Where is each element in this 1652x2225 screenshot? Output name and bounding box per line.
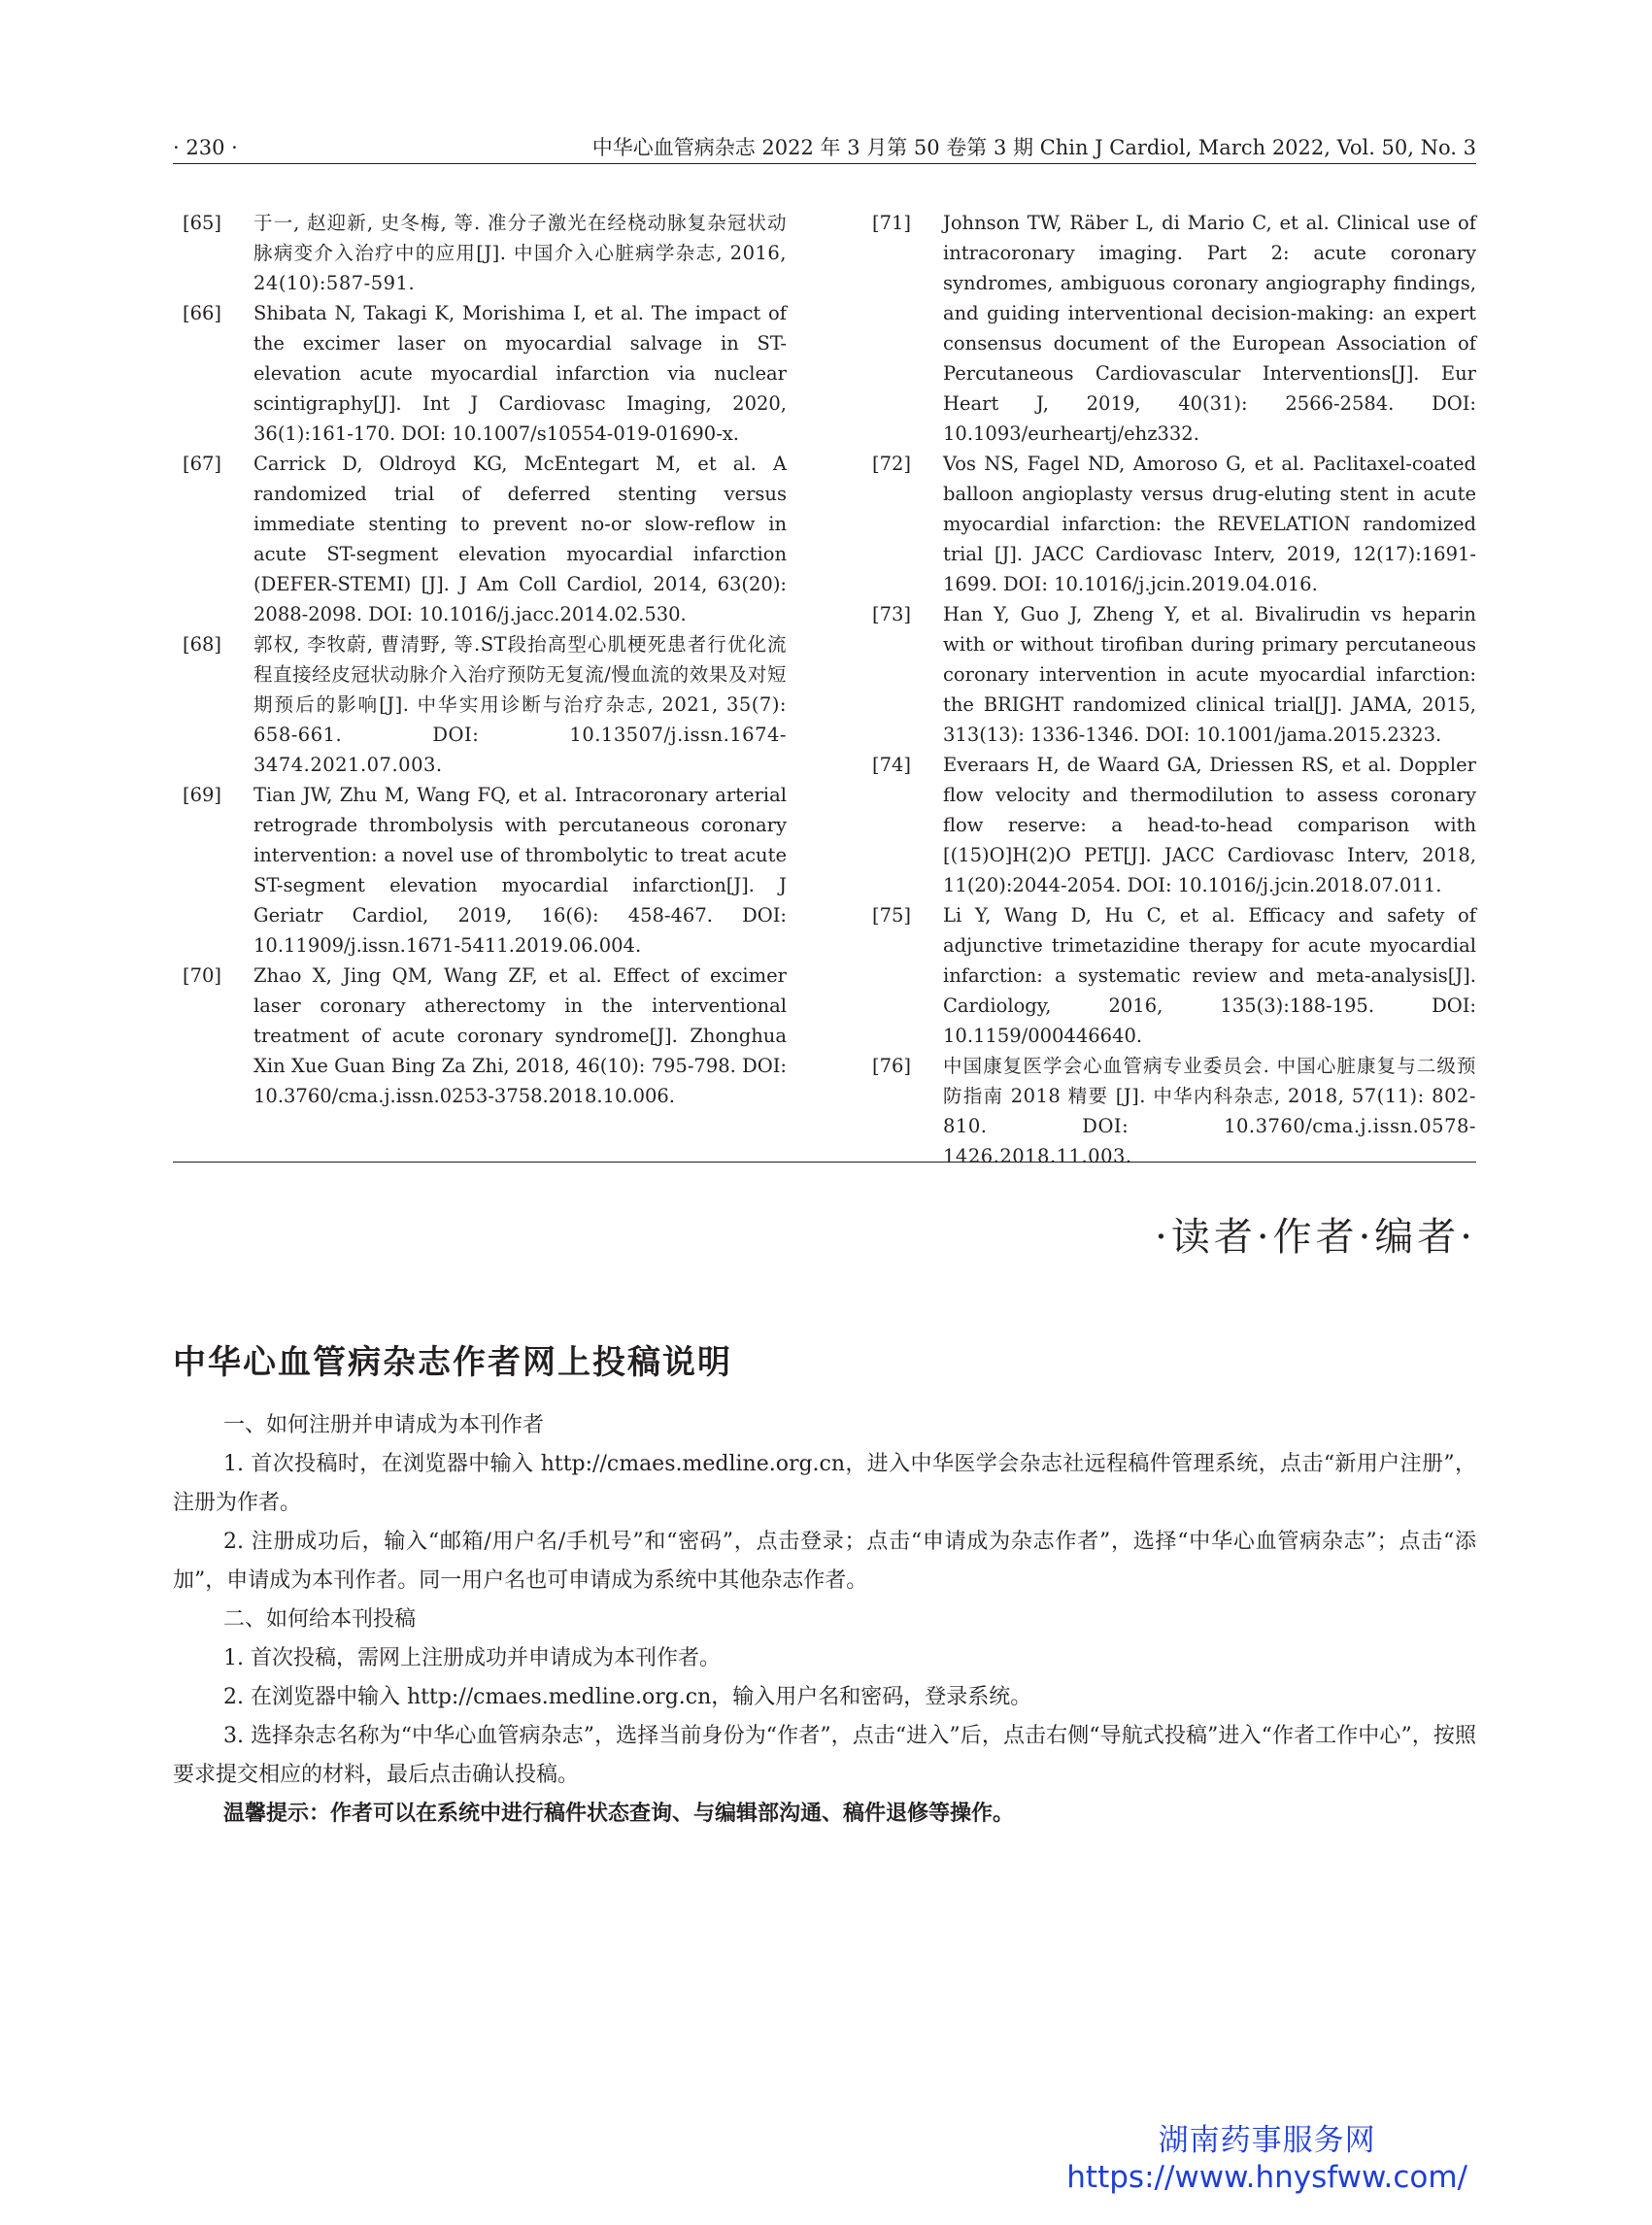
- column-tag: ·读者·作者·编者·: [1155, 1215, 1476, 1260]
- reference-number: [72]: [872, 453, 912, 475]
- reference-text: Johnson TW, Räber L, di Mario C, et al. Clinical use of intracoronary imaging. Part 2: acute coronary syndromes, ambiguous coronary angiography findings, and guiding interventional decision-making: an expert consensus document of the European Association of Percutaneous Cardiovascular Interventions[J]. Eur Heart J, 2019, 40(31): 2566-2584. DOI: 10.1093/eurheartj/ehz332.: [943, 212, 1476, 445]
- reference-text: 于一, 赵迎新, 史冬梅, 等. 准分子激光在经桡动脉复杂冠状动脉病变介入治疗中的应用[J]. 中国介入心脏病学杂志, 2016, 24(10):587-591.: [253, 212, 787, 294]
- notice-paragraph: 2. 注册成功后，输入“邮箱/用户名/手机号”和“密码”，点击登录；点击“申请成为杂志作者”，选择“中华心血管病杂志”；点击“添加”，申请成为本刊作者。同一用户名也可申请成为系统中其他杂志作者。: [173, 1530, 1476, 1593]
- notice-paragraph: 2. 在浏览器中输入 http://cmaes.medline.org.cn，输入用户名和密码，登录系统。: [223, 1685, 1032, 1709]
- reference-item: [173, 208, 787, 298]
- reference-list-right: [862, 208, 1476, 1171]
- reference-text: Everaars H, de Waard GA, Driessen RS, et al. Doppler flow velocity and thermodilution to assess coronary flow reserve: a head-to-head comparison with [(15)O]H(2)O PET[J]. JACC Cardiovasc Interv, 2018, 11(20):2044-2054. DOI: 10.1016/j.jcin.2018.07.011.: [943, 754, 1476, 896]
- watermark-url: https://www.hnysfww.com/: [1066, 2160, 1467, 2195]
- reference-item: [173, 629, 787, 780]
- reference-text: Carrick D, Oldroyd KG, McEntegart M, et al. A randomized trial of deferred stenting versus immediate stenting to prevent no-or slow-reflow in acute ST-segment elevation myocardial infarction (DEFER-STEMI) [J]. J Am Coll Cardiol, 2014, 63(20): 2088-2098. DOI: 10.1016/j.jacc.2014.02.530.: [253, 453, 787, 625]
- reference-item: [173, 449, 787, 629]
- reference-text: Han Y, Guo J, Zheng Y, et al. Bivalirudin vs heparin with or without tirofiban during primary percutaneous coronary intervention in acute myocardial infarction: the BRIGHT randomized clinical trial[J]. JAMA, 2015, 313(13): 1336-1346. DOI: 10.1001/jama.2015.2323.: [943, 603, 1476, 746]
- reference-item: [862, 208, 1476, 449]
- reference-item: [862, 900, 1476, 1051]
- notice-paragraph: 1. 首次投稿，需网上注册成功并申请成为本刊作者。: [223, 1646, 721, 1670]
- notice-paragraph: 3. 选择杂志名称为“中华心血管病杂志”，选择当前身份为“作者”，点击“进入”后，点击右侧“导航式投稿”进入“作者工作中心”，按照要求提交相应的材料，最后点击确认投稿。: [173, 1724, 1476, 1787]
- reference-text: Shibata N, Takagi K, Morishima I, et al. The impact of the excimer laser on myocardial salvage in ST-elevation acute myocardial infarction via nuclear scintigraphy[J]. Int J Cardiovasc Imaging, 2020, 36(1):161-170. DOI: 10.1007/s10554-019-01690-x.: [253, 302, 787, 445]
- notice-heading: 二、如何给本刊投稿: [223, 1607, 417, 1632]
- reference-number: [66]: [183, 302, 222, 324]
- reference-number: [76]: [872, 1055, 912, 1077]
- reference-item: [173, 780, 787, 961]
- section-divider: [173, 1162, 1476, 1163]
- reference-text: Tian JW, Zhu M, Wang FQ, et al. Intracoronary arterial retrograde thrombolysis with percutaneous coronary intervention: a novel use of thrombolytic to treat acute ST-segment elevation myocardial infarction[J]. J Geriatr Cardiol, 2019, 16(6): 458-467. DOI: 10.11909/j.issn.1671-5411.2019.06.004.: [253, 784, 787, 957]
- reference-item: [862, 599, 1476, 750]
- reference-item: [173, 961, 787, 1111]
- reference-item: [862, 449, 1476, 599]
- reference-number: [69]: [183, 784, 222, 806]
- page-header: [173, 132, 1476, 164]
- reference-text: Vos NS, Fagel ND, Amoroso G, et al. Paclitaxel-coated balloon angioplasty versus drug-eluting stent in acute myocardial infarction: the REVELATION randomized trial [J]. JACC Cardiovasc Interv, 2019, 12(17):1691-1699. DOI: 10.1016/j.jcin.2019.04.016.: [943, 453, 1476, 595]
- reference-list-left: [173, 208, 787, 1111]
- reference-number: [71]: [872, 212, 912, 234]
- reference-number: [70]: [183, 964, 222, 987]
- page-number: · 230 ·: [173, 136, 238, 159]
- reference-number: [65]: [183, 212, 222, 234]
- reference-item: [862, 750, 1476, 900]
- reference-text: Zhao X, Jing QM, Wang ZF, et al. Effect of excimer laser coronary atherectomy in the interventional treatment of acute coronary syndrome[J]. Zhonghua Xin Xue Guan Bing Za Zhi, 2018, 46(10): 795-798. DOI: 10.3760/cma.j.issn.0253-3758.2018.10.006.: [253, 964, 787, 1107]
- reference-number: [68]: [183, 633, 222, 656]
- notice-tip: 温馨提示：作者可以在系统中进行稿件状态查询、与编辑部沟通、稿件退修等操作。: [223, 1802, 1015, 1826]
- notice-body: [173, 1406, 1476, 1834]
- notice-title: 中华心血管病杂志作者网上投稿说明: [173, 1342, 732, 1382]
- reference-number: [73]: [872, 603, 912, 625]
- notice-paragraph: 1. 首次投稿时，在浏览器中输入 http://cmaes.medline.org.cn，进入中华医学会杂志社远程稿件管理系统，点击“新用户注册”，注册为作者。: [173, 1452, 1476, 1515]
- watermark: [1066, 2122, 1467, 2196]
- watermark-site-name: 湖南药事服务网: [1158, 2123, 1376, 2158]
- reference-item: [862, 1051, 1476, 1171]
- running-title: 中华心血管病杂志 2022 年 3 月第 50 卷第 3 期 Chin J Cardiol, March 2022, Vol. 50, No. 3: [591, 136, 1476, 159]
- reference-text: 中国康复医学会心血管病专业委员会. 中国心脏康复与二级预防指南 2018 精要 [J]. 中华内科杂志, 2018, 57(11): 802-810. DOI: 10.3760/cma.j.issn.0578-1426.2018.11.003.: [943, 1055, 1476, 1167]
- reference-number: [75]: [872, 904, 912, 927]
- notice-heading: 一、如何注册并申请成为本刊作者: [223, 1413, 545, 1437]
- reference-text: 郭权, 李牧蔚, 曹清野, 等.ST段抬高型心肌梗死患者行优化流程直接经皮冠状动脉介入治疗预防无复流/慢血流的效果及对短期预后的影响[J]. 中华实用诊断与治疗杂志, 2021, 35(7): 658-661. DOI: 10.13507/j.issn.1674-3474.2021.07.003.: [253, 633, 787, 776]
- reference-number: [67]: [183, 453, 222, 475]
- reference-item: [173, 298, 787, 449]
- reference-number: [74]: [872, 754, 912, 776]
- reference-text: Li Y, Wang D, Hu C, et al. Efficacy and safety of adjunctive trimetazidine therapy for acute myocardial infarction: a systematic review and meta-analysis[J]. Cardiology, 2016, 135(3):188-195. DOI: 10.1159/000446640.: [943, 904, 1476, 1047]
